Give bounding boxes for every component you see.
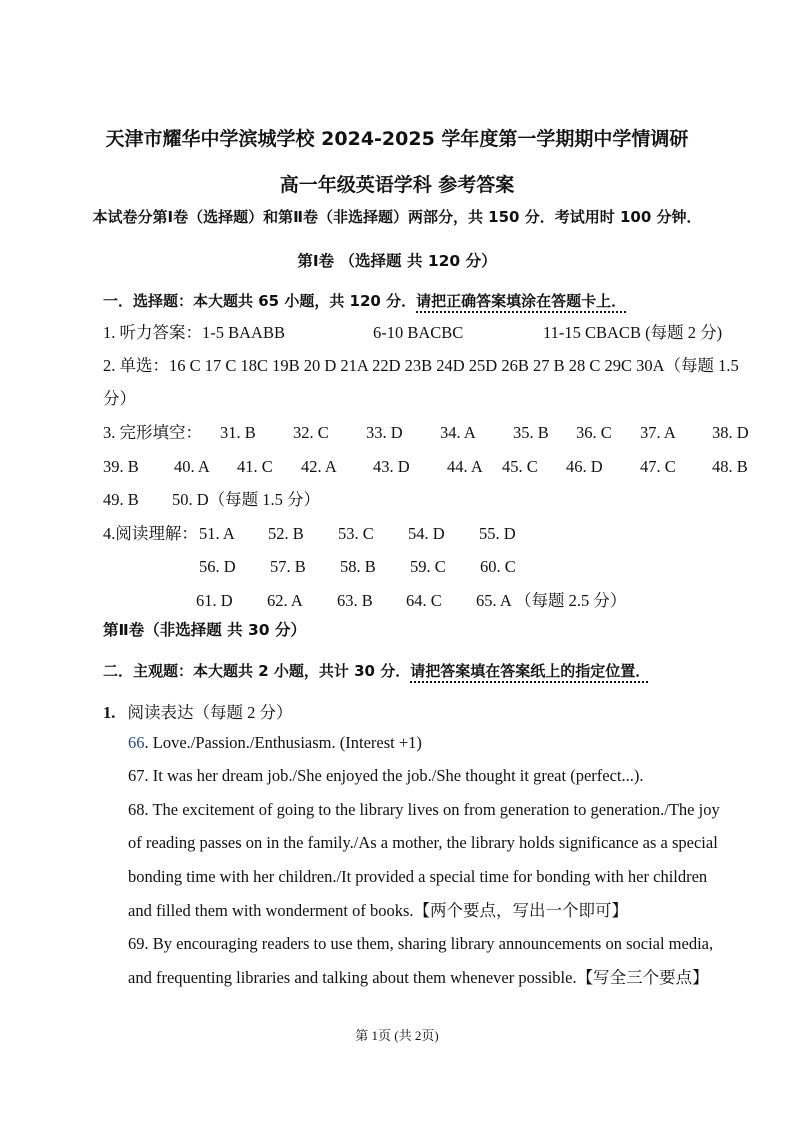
answer-66 bbox=[128, 732, 422, 754]
section1-title-main: 一．选择题：本大题共 65 小题，共 120 分． bbox=[103, 292, 417, 310]
reading-answer: 57. B bbox=[270, 557, 306, 576]
cloze-answer: 41. C bbox=[237, 457, 273, 476]
reading-answer: 56. D bbox=[199, 557, 236, 576]
cloze-answer: 50. D（每题 1.5 分） bbox=[172, 490, 321, 509]
reading-answer: 51. A bbox=[199, 524, 235, 543]
cloze-answer: 36. C bbox=[576, 423, 612, 442]
reading-answer: 59. C bbox=[410, 557, 446, 576]
cloze-answer: 42. A bbox=[301, 457, 337, 476]
cloze-answer: 47. C bbox=[640, 457, 676, 476]
listening-answers-group3: 11-15 CBACB (每题 2 分) bbox=[543, 323, 723, 342]
document-title: 天津市耀华中学滨城学校 2024-2025 学年度第一学期期中学情调研 bbox=[105, 128, 689, 150]
page-number: 第 1页 (共 2页) bbox=[355, 1028, 439, 1043]
document-subtitle: 高一年级英语学科 参考答案 bbox=[279, 174, 515, 196]
cloze-answer: 46. D bbox=[566, 457, 603, 476]
cloze-answer: 34. A bbox=[440, 423, 476, 442]
reading-answer: 65. A （每题 2.5 分） bbox=[476, 591, 627, 610]
cloze-answer: 39. B bbox=[103, 457, 139, 476]
cloze-answer: 45. C bbox=[502, 457, 538, 476]
answer-69-line: 69. By encouraging readers to use them, sharing library announcements on social media, bbox=[128, 934, 714, 953]
cloze-answer: 32. C bbox=[293, 423, 329, 442]
answer-66-text: . Love./Passion./Enthusiasm. (Interest +1) bbox=[144, 733, 422, 752]
cloze-answer: 37. A bbox=[640, 423, 676, 442]
cloze-answer: 44. A bbox=[447, 457, 483, 476]
item-label: 阅读表达（每题 2 分） bbox=[127, 703, 293, 722]
cloze-answer: 48. B bbox=[712, 457, 748, 476]
reading-answer: 60. C bbox=[480, 557, 516, 576]
reading-expression-heading bbox=[103, 702, 293, 724]
section1-title-instruction: 请把正确答案填涂在答题卡上． bbox=[416, 292, 627, 310]
part2-heading: 第Ⅱ卷（非选择题 共 30 分） bbox=[103, 621, 306, 639]
answer-68-line: 68. The excitement of going to the library lives on from generation to generation./The joy bbox=[128, 800, 720, 819]
cloze-answer: 49. B bbox=[103, 490, 139, 509]
exam-intro: 本试卷分第Ⅰ卷（选择题）和第Ⅱ卷（非选择题）两部分，共 150 分．考试用时 100 分钟． bbox=[92, 208, 702, 226]
reading-answer: 61. D bbox=[196, 591, 233, 610]
reading-answer: 53. C bbox=[338, 524, 374, 543]
cloze-answer: 35. B bbox=[513, 423, 549, 442]
answer-66-number: 66 bbox=[128, 733, 145, 752]
cloze-label: 3. 完形填空： bbox=[103, 423, 202, 442]
reading-answer: 58. B bbox=[340, 557, 376, 576]
answer-68-line: of reading passes on in the family./As a mother, the library holds significance as a special bbox=[128, 833, 718, 852]
item-number: 1. bbox=[103, 703, 116, 722]
reading-answer: 64. C bbox=[406, 591, 442, 610]
reading-answer: 62. A bbox=[267, 591, 303, 610]
answer-68-line: and filled them with wonderment of books.【两个要点，写出一个即可】 bbox=[128, 901, 628, 920]
single-choice-answers: 2. 单选：16 C 17 C 18C 19B 20 D 21A 22D 23B 24D 25D 26B 27 B 28 C 29C 30A（每题 1.5 bbox=[103, 356, 739, 375]
cloze-answer: 31. B bbox=[220, 423, 256, 442]
part1-heading: 第Ⅰ卷 （选择题 共 120 分） bbox=[297, 252, 497, 270]
cloze-answer: 38. D bbox=[712, 423, 749, 442]
cloze-answer: 33. D bbox=[366, 423, 403, 442]
cloze-answer: 40. A bbox=[174, 457, 210, 476]
reading-answer: 63. B bbox=[337, 591, 373, 610]
listening-answers-group2: 6-10 BACBC bbox=[373, 323, 464, 342]
reading-answer: 52. B bbox=[268, 524, 304, 543]
answer-68-line: bonding time with her children./It provided a special time for bonding with her children bbox=[128, 867, 708, 886]
single-choice-answers-cont: 分） bbox=[103, 389, 136, 408]
cloze-answer: 43. D bbox=[373, 457, 410, 476]
answer-67: 67. It was her dream job./She enjoyed the job./She thought it great (perfect...). bbox=[128, 766, 644, 785]
reading-answer: 54. D bbox=[408, 524, 445, 543]
section2-title-instruction: 请把答案填在答案纸上的指定位置． bbox=[410, 662, 651, 680]
reading-label: 4.阅读理解： bbox=[103, 524, 198, 543]
section2-title-main: 二．主观题：本大题共 2 小题，共计 30 分． bbox=[103, 662, 411, 680]
reading-answer: 55. D bbox=[479, 524, 516, 543]
section2-title bbox=[103, 660, 650, 682]
section1-title bbox=[103, 290, 626, 312]
answer-69-line: and frequenting libraries and talking about them whenever possible.【写全三个要点】 bbox=[128, 968, 709, 987]
listening-answers-label: 1. 听力答案：1-5 BAABB bbox=[103, 323, 285, 342]
